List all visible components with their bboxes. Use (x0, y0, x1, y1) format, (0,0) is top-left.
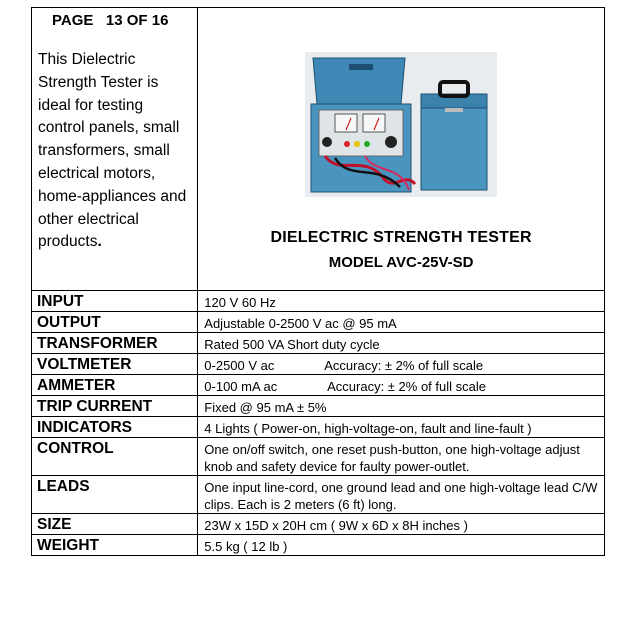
spec-row-output (32, 312, 605, 333)
spec-value: 0-100 mA ac Accuracy: ± 2% of full scale (198, 375, 605, 396)
spec-label: INDICATORS (32, 417, 198, 438)
spec-row-weight (32, 535, 605, 556)
spec-value: One input line-cord, one ground lead and one high-voltage lead C/W clips. Each is 2 meters (6 ft) long. (198, 476, 605, 514)
spec-value: Fixed @ 95 mA ± 5% (198, 396, 605, 417)
spec-label: SIZE (32, 514, 198, 535)
spec-row-trip-current (32, 396, 605, 417)
spec-sheet-table (31, 7, 605, 556)
spec-label: LEADS (32, 476, 198, 514)
page-label: PAGE 13 OF 16 (52, 12, 169, 29)
product-cell (198, 8, 605, 291)
spec-label: TRANSFORMER (32, 333, 198, 354)
spec-value: 23W x 15D x 20H cm ( 9W x 6D x 8H inches ) (198, 514, 605, 535)
spec-label: CONTROL (32, 438, 198, 476)
intro-end-mark: . (97, 233, 102, 251)
intro-body: This Dielectric Strength Tester is ideal for testing control panels, small transformers, small electrical motors, home-appliances and other electrical products (38, 51, 187, 251)
spec-row-leads (32, 476, 605, 514)
spec-label: OUTPUT (32, 312, 198, 333)
spec-row-transformer (32, 333, 605, 354)
spec-value: 5.5 kg ( 12 lb ) (198, 535, 605, 556)
spec-label: VOLTMETER (32, 354, 198, 375)
spec-row-size (32, 514, 605, 535)
spec-value: 0-2500 V ac Accuracy: ± 2% of full scale (198, 354, 605, 375)
spec-label: WEIGHT (32, 535, 198, 556)
spec-value: 120 V 60 Hz (198, 291, 605, 312)
spec-value: 4 Lights ( Power-on, high-voltage-on, fault and line-fault ) (198, 417, 605, 438)
spec-value: Adjustable 0-2500 V ac @ 95 mA (198, 312, 605, 333)
product-model: MODEL AVC-25V-SD (328, 254, 474, 271)
spec-row-input (32, 291, 605, 312)
spec-label: INPUT (32, 291, 198, 312)
intro-cell (32, 8, 198, 291)
product-title: DIELECTRIC STRENGTH TESTER (270, 229, 532, 246)
intro-text (38, 49, 191, 254)
spec-row-indicators (32, 417, 605, 438)
spec-row-ammeter (32, 375, 605, 396)
spec-value: Rated 500 VA Short duty cycle (198, 333, 605, 354)
spec-row-control (32, 438, 605, 476)
spec-value: One on/off switch, one reset push-button, one high-voltage adjust knob and safety device for faulty power-outlet. (198, 438, 605, 476)
product-photo (305, 52, 497, 197)
spec-label: AMMETER (32, 375, 198, 396)
spec-label: TRIP CURRENT (32, 396, 198, 417)
spec-row-voltmeter (32, 354, 605, 375)
